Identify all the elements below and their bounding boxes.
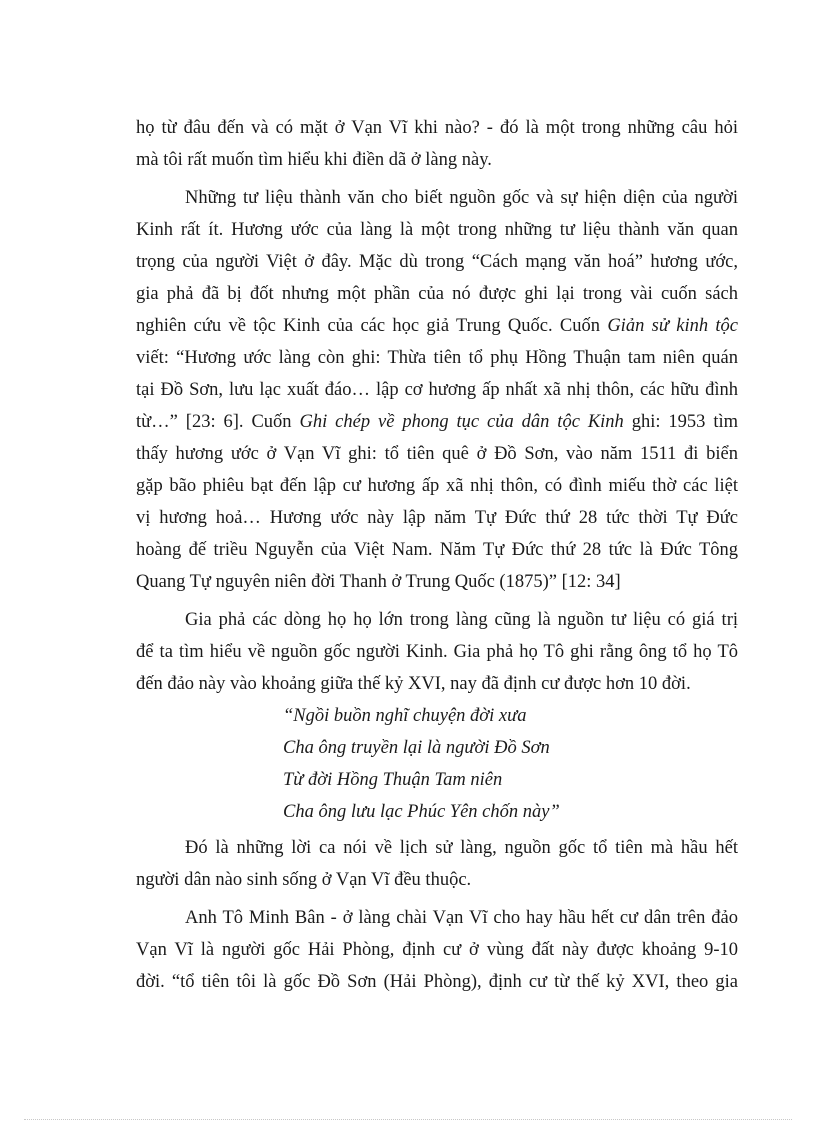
text-line: Quang Tự nguyên niên đời Thanh ở Trung Quốc (1875)” [12: 34] xyxy=(136,572,621,592)
text-line: tại Đồ Sơn, lưu lạc xuất đáo… lập cơ hương ấp nhất xã nhị thôn, các hữu đình xyxy=(136,380,738,400)
text-line xyxy=(136,406,738,438)
text-line: trọng của người Việt ở đây. Mặc dù trong “Cách mạng văn hoá” hương ước, xyxy=(136,252,738,272)
book-title-italic: Giản sử kinh tộc xyxy=(607,316,738,336)
paragraph-start-line: Gia phả các dòng họ họ lớn trong làng cũng là nguồn tư liệu có giá trị xyxy=(185,610,738,630)
paragraph-start-line: Những tư liệu thành văn cho biết nguồn gốc và sự hiện diện của người xyxy=(185,188,738,208)
text-line: gia phả đã bị đốt nhưng một phần của nó được ghi lại trong vài cuốn sách xyxy=(136,284,738,304)
text-line: đời. “tổ tiên tôi là gốc Đồ Sơn (Hải Phòng), định cư từ thế kỷ XVI, theo gia xyxy=(136,972,738,992)
text-line xyxy=(136,310,738,342)
text-line: vị hương hoả… Hương ước này lập năm Tự Đức thứ 28 tức thời Tự Đức xyxy=(136,508,738,528)
text-line: đến đảo này vào khoảng giữa thế kỷ XVI, nay đã định cư được hơn 10 đời. xyxy=(136,674,691,694)
text-line: Kinh rất ít. Hương ước của làng là một trong những tư liệu thành văn quan xyxy=(136,220,738,240)
poem-line: Cha ông truyền lại là người Đồ Sơn xyxy=(283,738,550,758)
text-line: viết: “Hương ước làng còn ghi: Thừa tiên tổ phụ Hồng Thuận tam niên quán xyxy=(136,348,738,368)
poem-line: Cha ông lưu lạc Phúc Yên chốn này” xyxy=(283,802,560,822)
book-title-italic: Ghi chép về phong tục của dân tộc Kinh xyxy=(299,412,624,432)
text-segment: nghiên cứu về tộc Kinh của các học giả Trung Quốc. Cuốn xyxy=(136,316,600,336)
text-line: Vạn Vĩ là người gốc Hải Phòng, định cư ở vùng đất này được khoảng 9-10 xyxy=(136,940,738,960)
paragraph-start-line: Đó là những lời ca nói về lịch sử làng, nguồn gốc tổ tiên mà hầu hết xyxy=(185,838,738,858)
text-line: mà tôi rất muốn tìm hiểu khi điền dã ở làng này. xyxy=(136,150,492,170)
text-line: để ta tìm hiểu về nguồn gốc người Kinh. Gia phả họ Tô ghi rằng ông tổ họ Tô xyxy=(136,642,738,662)
text-segment: từ…” [23: 6]. Cuốn xyxy=(136,412,292,432)
text-line: hoàng đế triều Nguyễn của Việt Nam. Năm Tự Đức thứ 28 tức là Đức Tông xyxy=(136,540,738,560)
page-bottom-divider xyxy=(24,1119,792,1120)
poem-line: “Ngồi buồn nghĩ chuyện đời xưa xyxy=(283,706,527,726)
text-line: thấy hương ước ở Vạn Vĩ ghi: tổ tiên quê ở Đồ Sơn, vào năm 1511 đi biển xyxy=(136,444,738,464)
text-segment: ghi: 1953 tìm xyxy=(631,412,738,432)
text-line: gặp bão phiêu bạt đến lập cư hương ấp xã nhị thôn, có đình miếu thờ các liệt xyxy=(136,476,738,496)
paragraph-start-line: Anh Tô Minh Bân - ở làng chài Vạn Vĩ cho hay hầu hết cư dân trên đảo xyxy=(185,908,738,928)
text-line: họ từ đâu đến và có mặt ở Vạn Vĩ khi nào? - đó là một trong những câu hỏi xyxy=(136,118,738,138)
body-text xyxy=(136,112,738,998)
poem-line: Từ đời Hồng Thuận Tam niên xyxy=(283,770,503,790)
text-line: người dân nào sinh sống ở Vạn Vĩ đều thuộc. xyxy=(136,870,472,890)
